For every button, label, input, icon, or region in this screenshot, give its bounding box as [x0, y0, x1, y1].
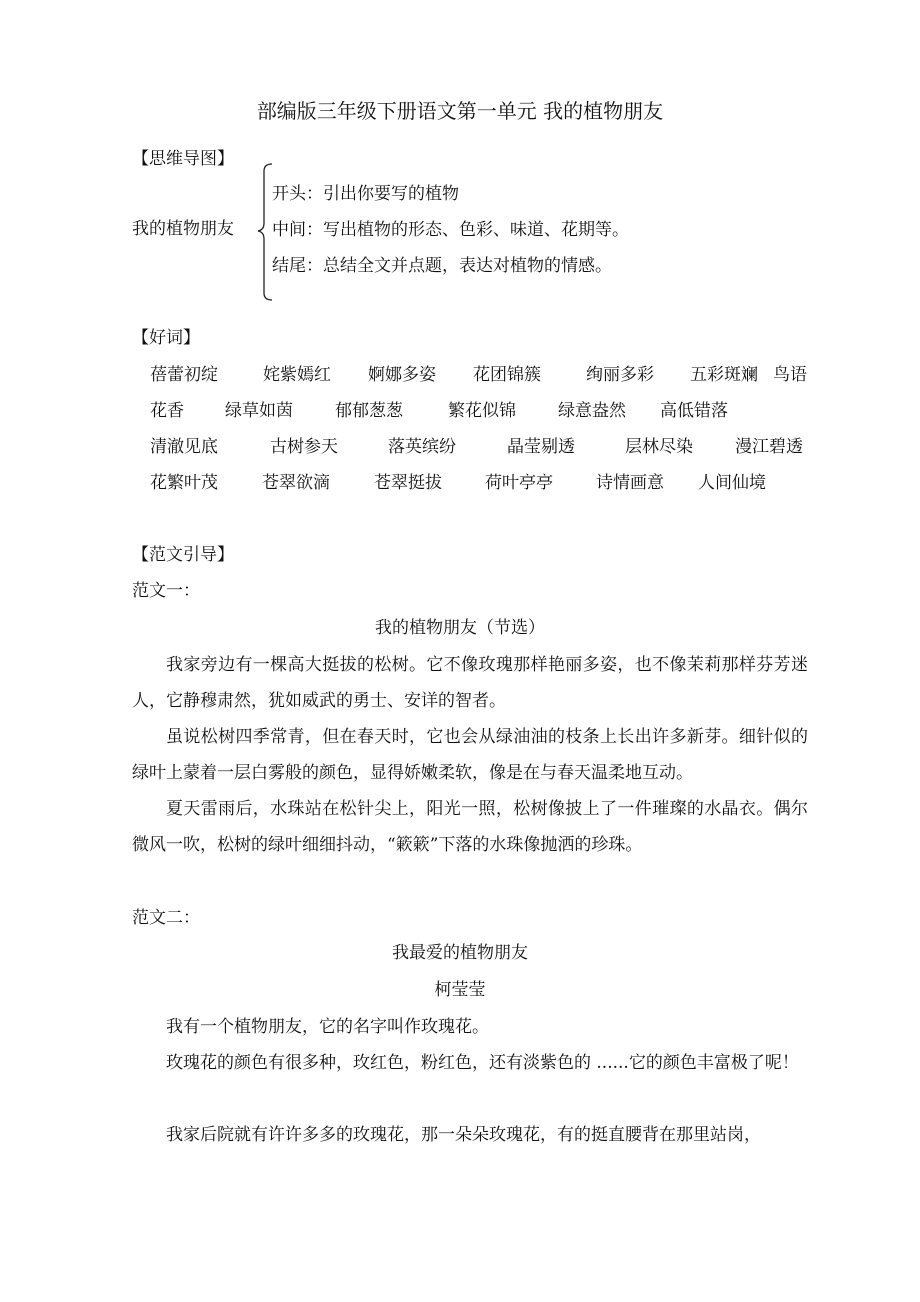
vocab-word: 五彩斑斓 [690, 365, 758, 385]
essay2-paragraph: 玫瑰花的颜色有很多种，玫红色，粉红色，还有淡紫色的 ......它的颜色丰富极了呢！ [166, 1053, 799, 1073]
vocab-word: 晶莹剔透 [507, 437, 575, 457]
vocab-word: 郁郁葱葱 [335, 401, 403, 421]
vocab-word: 人间仙境 [698, 473, 766, 493]
vocab-word: 花繁叶茂 [150, 473, 218, 493]
vocab-word: 花团锦簇 [473, 365, 541, 385]
vocab-word: 荷叶亭亭 [485, 473, 553, 493]
vocab-word: 花香 [150, 401, 184, 421]
mindmap-root: 我的植物朋友 [132, 219, 234, 239]
mindmap-heading: 【思维导图】 [132, 149, 234, 169]
page-title: 部编版三年级下册语文第一单元 我的植物朋友 [256, 99, 664, 123]
essay1-label: 范文一： [132, 581, 200, 601]
essay2-label: 范文二： [132, 908, 200, 928]
essay2-title: 我最爱的植物朋友 [392, 943, 528, 963]
vocab-word: 高低错落 [660, 401, 728, 421]
vocab-word: 蓓蕾初绽 [150, 365, 218, 385]
vocab-word: 绿意盎然 [558, 401, 626, 421]
vocab-word: 繁花似锦 [448, 401, 516, 421]
vocab-heading: 【好词】 [132, 328, 200, 348]
vocab-word: 鸟语 [773, 365, 807, 385]
essay2-paragraph: 我有一个植物朋友，它的名字叫作玫瑰花。 [166, 1017, 489, 1037]
vocab-word: 清澈见底 [150, 437, 218, 457]
essay1-paragraph: 虽说松树四季常青，但在春天时，它也会从绿油油的枝条上长出许多新芽。细针似的绿叶上蒙着一层白雾般的颜色，显得娇嫩柔软，像是在与春天温柔地互动。 [132, 727, 808, 783]
vocab-word: 落英缤纷 [388, 437, 456, 457]
vocab-word: 婀娜多姿 [368, 365, 436, 385]
essay1-paragraph: 夏天雷雨后，水珠站在松针尖上，阳光一照，松树像披上了一件璀璨的水晶衣。偶尔微风一吹，松树的绿叶细细抖动，“簌簌”下落的水珠像抛洒的珍珠。 [132, 799, 808, 855]
essay1-paragraph: 我家旁边有一棵高大挺拔的松树。它不像玫瑰那样艳丽多姿，也不像茉莉那样芬芳迷人，它静穆肃然，犹如威武的勇士、安详的智者。 [132, 655, 808, 711]
essay2-paragraph: 我家后院就有许许多多的玫瑰花，那一朵朵玫瑰花，有的挺直腰背在那里站岗， [166, 1125, 761, 1145]
vocab-word: 苍翠欲滴 [262, 473, 330, 493]
essay2-author: 柯莹莹 [434, 980, 486, 1000]
vocab-word: 苍翠挺拔 [374, 473, 442, 493]
essay1-title: 我的植物朋友（节选） [375, 618, 545, 638]
vocab-word: 层林尽染 [625, 437, 693, 457]
vocab-word: 绚丽多彩 [586, 365, 654, 385]
mindmap-branch-middle: 中间：写出植物的形态、色彩、味道、花期等。 [272, 220, 629, 240]
vocab-word: 绿草如茵 [225, 401, 293, 421]
mindmap-branch-start: 开头：引出你要写的植物 [272, 184, 459, 204]
vocab-word: 姹紫嫣红 [263, 365, 331, 385]
vocab-word: 漫江碧透 [735, 437, 803, 457]
mindmap-branch-end: 结尾：总结全文并点题，表达对植物的情感。 [272, 256, 612, 276]
vocab-word: 诗情画意 [596, 473, 664, 493]
vocab-word: 古树参天 [270, 437, 338, 457]
guide-heading: 【范文引导】 [132, 545, 234, 565]
